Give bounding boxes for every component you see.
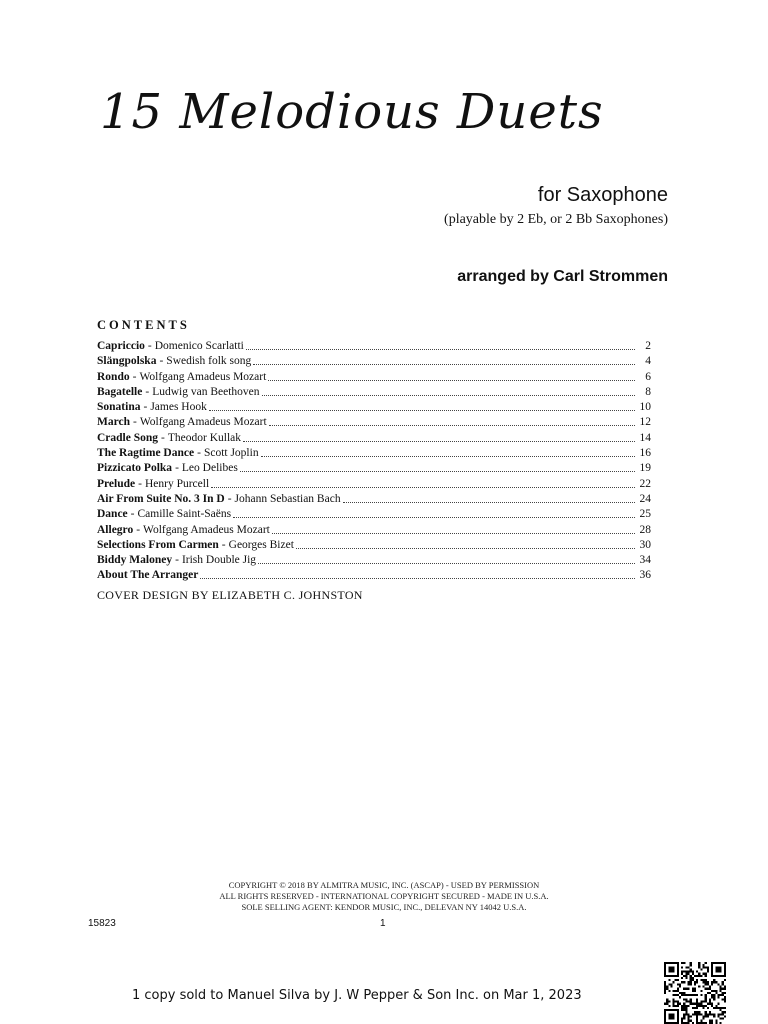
toc-entry <box>97 568 651 583</box>
toc-separator: - <box>136 523 141 536</box>
toc-separator: - <box>175 462 179 475</box>
toc-leader-dots <box>272 523 635 534</box>
toc-entry-page: 14 <box>639 431 651 444</box>
toc-leader-dots <box>240 461 635 472</box>
toc-entry-page: 6 <box>645 370 651 383</box>
catalog-number: 15823 <box>88 918 116 929</box>
toc-separator: - <box>130 508 135 521</box>
toc-entry-composer: James Hook <box>150 401 207 414</box>
toc-entry <box>97 415 651 430</box>
toc-separator: - <box>145 385 150 398</box>
toc-entry <box>97 461 651 476</box>
toc-leader-dots <box>209 400 635 411</box>
toc-leader-dots <box>246 339 635 350</box>
toc-entry-composer: Henry Purcell <box>144 477 210 490</box>
toc-entry <box>97 553 651 568</box>
toc-entry-page: 19 <box>639 462 651 475</box>
book-subtitle: for Saxophone <box>537 184 668 206</box>
toc-entry <box>97 370 651 385</box>
toc-entry-composer: Swedish folk song <box>166 355 252 368</box>
toc-entry <box>97 354 651 369</box>
copyright-line: SOLE SELLING AGENT: KENDOR MUSIC, INC., DELEVAN NY 14042 U.S.A. <box>241 902 527 912</box>
toc-entry-title: Sonatina <box>97 401 141 414</box>
toc-entry-title: The Ragtime Dance <box>97 447 195 460</box>
toc-entry-page: 25 <box>639 508 651 521</box>
instrumentation-note: (playable by 2 Eb, or 2 Bb Saxophones) <box>444 212 668 227</box>
toc-leader-dots <box>262 385 635 396</box>
toc-leader-dots <box>243 431 635 442</box>
toc-leader-dots <box>258 553 635 564</box>
toc-entry <box>97 523 651 538</box>
toc-separator: - <box>133 416 137 429</box>
toc-entry-composer: Scott Joplin <box>203 447 259 460</box>
toc-entry-title: March <box>97 416 131 429</box>
toc-entry <box>97 492 651 507</box>
toc-leader-dots <box>233 507 635 518</box>
toc-entry <box>97 538 651 553</box>
toc-entry-title: Prelude <box>97 477 136 490</box>
toc-leader-dots <box>269 415 635 426</box>
book-title: 15 Melodious Duets <box>100 84 604 140</box>
toc-separator: - <box>227 492 232 505</box>
toc-entry-title: Biddy Maloney <box>97 554 173 567</box>
purchase-notice: 1 copy sold to Manuel Silva by J. W Pepper & Son Inc. on Mar 1, 2023 <box>132 988 582 1003</box>
cover-design-credit: COVER DESIGN BY ELIZABETH C. JOHNSTON <box>97 588 363 602</box>
copyright-line: ALL RIGHTS RESERVED - INTERNATIONAL COPYRIGHT SECURED - MADE IN U.S.A. <box>219 891 549 901</box>
toc-entry-title: Cradle Song <box>97 431 159 444</box>
copyright-line: COPYRIGHT © 2018 BY ALMITRA MUSIC, INC. (ASCAP) - USED BY PERMISSION <box>228 880 540 890</box>
copyright-notice <box>0 880 768 913</box>
toc-entry-composer: Johann Sebastian Bach <box>234 492 341 505</box>
toc-entry-page: 28 <box>639 523 651 536</box>
toc-entry-page: 10 <box>639 401 651 414</box>
toc-separator: - <box>175 554 179 567</box>
toc-separator: - <box>147 340 152 352</box>
qr-code-icon <box>664 962 726 1024</box>
toc-entry-composer: Wolfgang Amadeus Mozart <box>143 523 270 536</box>
toc-entry-composer: Wolfgang Amadeus Mozart <box>139 370 267 383</box>
toc-entry-composer: Theodor Kullak <box>167 431 242 444</box>
toc-entry-composer: Irish Double Jig <box>181 554 257 567</box>
toc-separator: - <box>138 477 142 490</box>
toc-leader-dots <box>261 446 635 457</box>
toc-entry <box>97 507 651 522</box>
toc-entry-title: Bagatelle <box>97 385 143 398</box>
toc-entry <box>97 339 651 354</box>
toc-entry <box>97 385 651 400</box>
toc-leader-dots <box>253 354 635 365</box>
arranger-credit: arranged by Carl Strommen <box>457 268 668 285</box>
toc-entry-title: About The Arranger <box>97 569 199 582</box>
toc-entry-title: Selections From Carmen <box>97 538 219 551</box>
contents-heading: CONTENTS <box>97 318 190 332</box>
toc-leader-dots <box>296 538 635 549</box>
toc-separator: - <box>197 447 201 460</box>
toc-entry-title: Dance <box>97 508 128 521</box>
toc-separator: - <box>159 355 164 368</box>
toc-entry-page: 24 <box>639 492 651 505</box>
toc-entry <box>97 431 651 446</box>
toc-entry-page: 16 <box>639 447 651 460</box>
toc-separator: - <box>221 538 226 551</box>
toc-entry <box>97 400 651 415</box>
toc-separator: - <box>143 401 148 414</box>
toc-separator: - <box>161 431 165 444</box>
toc-entry <box>97 477 651 492</box>
toc-entry-page: 34 <box>639 554 651 567</box>
toc-entry-page: 30 <box>639 538 651 551</box>
toc-entry-composer: Georges Bizet <box>228 538 294 551</box>
page-number: 1 <box>380 918 386 929</box>
toc-entry-title: Rondo <box>97 370 130 383</box>
toc-entry-title: Capriccio <box>97 340 145 352</box>
toc-entry <box>97 446 651 461</box>
toc-entry-composer: Camille Saint-Saëns <box>137 508 232 521</box>
toc-entry-page: 36 <box>639 569 651 582</box>
toc-entry-title: Air From Suite No. 3 In D <box>97 492 225 505</box>
toc-leader-dots <box>268 370 635 381</box>
toc-leader-dots <box>200 568 635 579</box>
toc-entry-page: 2 <box>645 340 651 352</box>
toc-leader-dots <box>343 492 635 503</box>
toc-leader-dots <box>211 477 635 488</box>
toc-entry-title: Pizzicato Polka <box>97 462 173 475</box>
toc-entry-page: 22 <box>639 477 651 490</box>
toc-entry-page: 4 <box>645 355 651 368</box>
toc-entry-composer: Domenico Scarlatti <box>154 340 244 352</box>
table-of-contents <box>97 339 651 584</box>
toc-entry-composer: Ludwig van Beethoven <box>152 385 260 398</box>
toc-entry-title: Allegro <box>97 523 134 536</box>
toc-entry-composer: Leo Delibes <box>181 462 238 475</box>
toc-entry-page: 8 <box>645 385 651 398</box>
toc-entry-title: Slängpolska <box>97 355 157 368</box>
toc-separator: - <box>132 370 137 383</box>
toc-entry-composer: Wolfgang Amadeus Mozart <box>139 416 267 429</box>
toc-entry-page: 12 <box>639 416 651 429</box>
